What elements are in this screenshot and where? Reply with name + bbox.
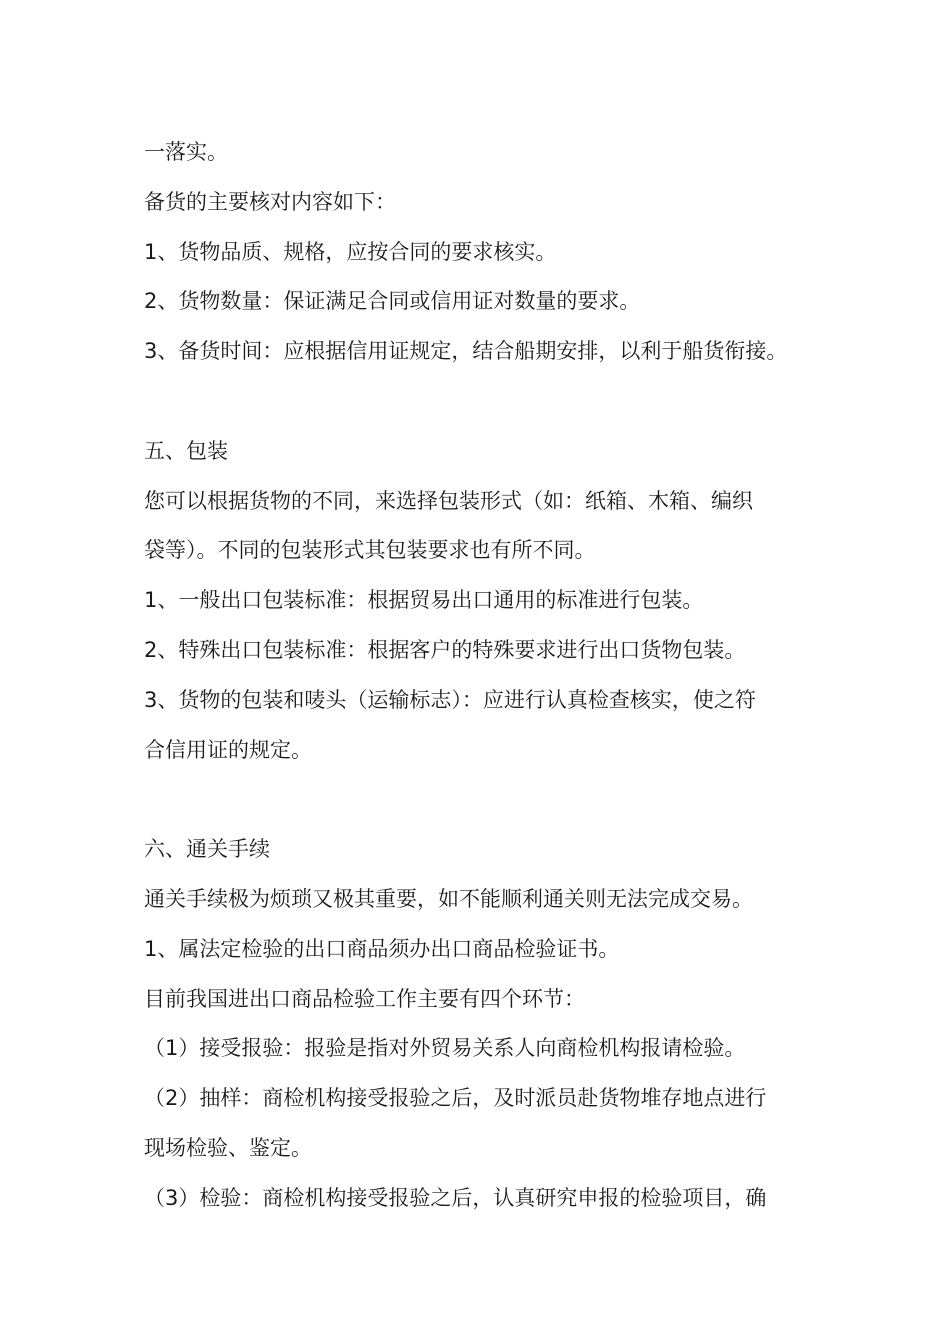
text-line-packaging-intro-2: 袋等）。不同的包装形式其包装要求也有所不同。 <box>144 538 596 563</box>
text-line-packaging-general: 1、一般出口包装标准：根据贸易出口通用的标准进行包装。 <box>144 588 704 613</box>
text-line-customs-intro: 通关手续极为烦琐又极其重要，如不能顺利通关则无法完成交易。 <box>144 886 753 911</box>
section-heading-customs: 六、通关手续 <box>144 837 270 862</box>
text-line-packaging-marks-2: 合信用证的规定。 <box>144 737 312 762</box>
text-line-item-quantity: 2、货物数量：保证满足合同或信用证对数量的要求。 <box>144 289 641 314</box>
text-line-inspection-intro: 目前我国进出口商品检验工作主要有四个环节： <box>144 986 585 1011</box>
text-line-inspection-step-2b: 现场检验、鉴定。 <box>144 1135 312 1160</box>
text-line-checklist-intro: 备货的主要核对内容如下： <box>144 189 396 214</box>
text-line-item-time: 3、备货时间：应根据信用证规定，结合船期安排，以利于船货衔接。 <box>144 339 788 364</box>
blank-line <box>144 775 824 825</box>
text-line-inspection-step-1: （1）接受报验：报验是指对外贸易关系人向商检机构报请检验。 <box>144 1036 746 1061</box>
text-line-inspection-step-3: （3）检验：商检机构接受报验之后，认真研究申报的检验项目，确 <box>144 1185 767 1210</box>
text-line-packaging-intro-1: 您可以根据货物的不同，来选择包装形式（如：纸箱、木箱、编织 <box>144 488 753 513</box>
blank-line <box>144 377 824 427</box>
text-line-item-quality: 1、货物品质、规格，应按合同的要求核实。 <box>144 239 557 264</box>
text-line-customs-item-1: 1、属法定检验的出口商品须办出口商品检验证书。 <box>144 936 620 961</box>
document-body <box>144 128 824 1224</box>
text-line-packaging-special: 2、特殊出口包装标准：根据客户的特殊要求进行出口货物包装。 <box>144 637 746 662</box>
text-line-inspection-step-2a: （2）抽样：商检机构接受报验之后，及时派员赴货物堆存地点进行 <box>144 1086 767 1111</box>
text-line-packaging-marks-1: 3、货物的包装和唛头（运输标志）：应进行认真检查核实，使之符 <box>144 687 756 712</box>
section-heading-packaging: 五、包装 <box>144 438 228 463</box>
text-line-continuation: 一落实。 <box>144 140 228 164</box>
